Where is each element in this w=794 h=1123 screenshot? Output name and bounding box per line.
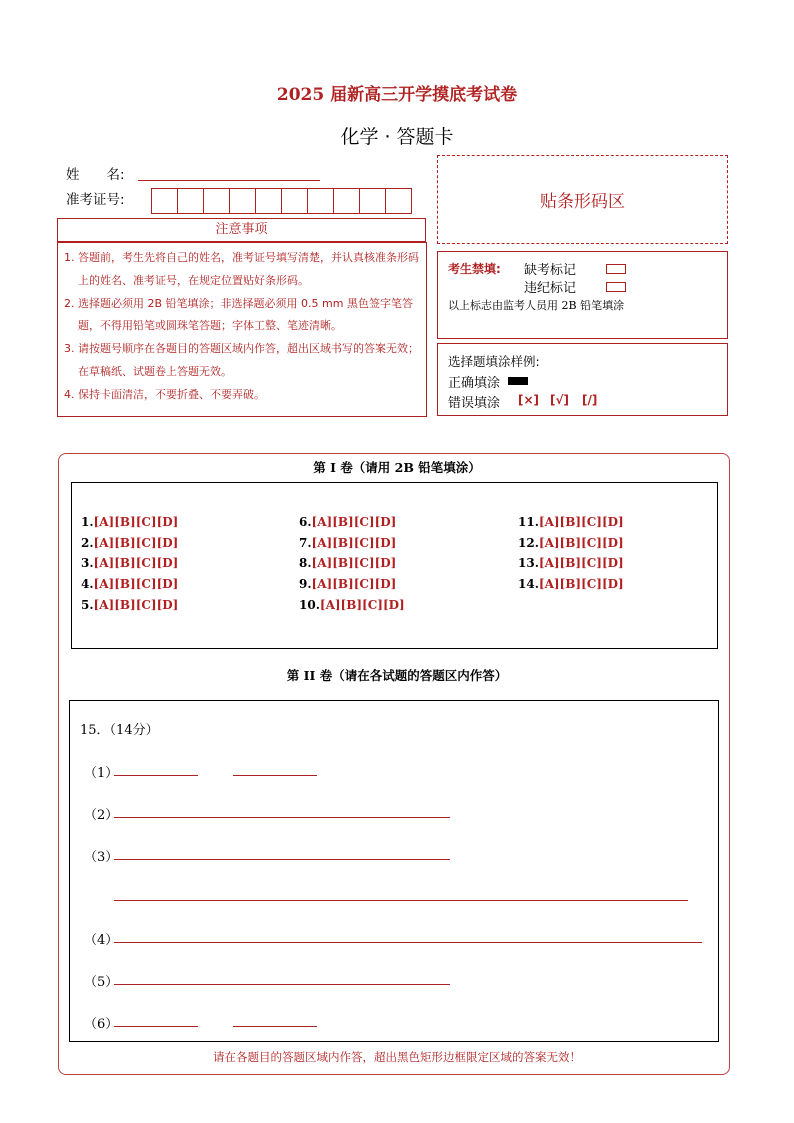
id-digit-box[interactable] — [360, 189, 386, 213]
mc-question-number: 3. — [81, 556, 94, 570]
mc-question[interactable] — [299, 598, 405, 612]
q15-heading: 15．（14分） — [80, 723, 159, 738]
id-digit-box[interactable] — [178, 189, 204, 213]
mc-options[interactable]: [A][B][C][D] — [538, 556, 624, 570]
correct-fill-sample — [508, 377, 528, 385]
mc-question-number: 8. — [299, 556, 312, 570]
mc-question-number: 7. — [299, 536, 312, 550]
id-label: 准考证号: — [66, 192, 125, 208]
mc-question[interactable] — [518, 556, 624, 570]
mc-options[interactable]: [A][B][C][D] — [538, 515, 624, 529]
forbidden-label: 考生禁填: — [448, 262, 501, 276]
mc-question-number: 9. — [299, 577, 312, 591]
part-5-label: （5） — [84, 975, 119, 990]
exam-id-boxes[interactable] — [151, 188, 412, 214]
mc-question[interactable] — [81, 577, 178, 591]
mc-question-number: 2. — [81, 536, 94, 550]
part-2-blank[interactable] — [114, 817, 450, 818]
note-item — [64, 338, 420, 384]
mc-question-number: 12. — [518, 536, 539, 550]
part-1-label: （1） — [84, 766, 119, 781]
part-3-blank-a[interactable] — [114, 859, 450, 860]
absent-mark-box[interactable] — [606, 264, 626, 274]
mc-options[interactable]: [A][B][C][D] — [538, 577, 624, 591]
note-text: 保持卡面清洁，不要折叠、不要弄破。 — [78, 387, 265, 401]
mc-question[interactable] — [518, 536, 624, 550]
footer-warning: 请在各题目的答题区域内作答，超出黑色矩形边框限定区域的答案无效！ — [213, 1050, 581, 1064]
mc-question-number: 4. — [81, 577, 94, 591]
mc-options[interactable]: [A][B][C][D] — [538, 536, 624, 550]
id-digit-box[interactable] — [204, 189, 230, 213]
wrong-mark-check: [√] — [550, 393, 569, 407]
exam-title: 2025 届新高三开学摸底考试卷 — [276, 85, 518, 105]
note-number: 3. — [64, 342, 75, 356]
mc-options[interactable]: [A][B][C][D] — [93, 556, 179, 570]
id-digit-box[interactable] — [256, 189, 282, 213]
mc-question[interactable] — [299, 556, 396, 570]
part-6-label: （6） — [84, 1017, 119, 1032]
note-item — [64, 247, 420, 293]
id-digit-box[interactable] — [230, 189, 256, 213]
violation-mark-label: 违纪标记 — [524, 281, 577, 296]
absent-mark-label: 缺考标记 — [524, 263, 577, 278]
note-text: 请按题号顺序在各题目的答题区域内作答，超出区域书写的答案无效；在草稿纸、试题卷上答题无效。 — [78, 342, 419, 378]
id-digit-box[interactable] — [334, 189, 360, 213]
part-6-blank-a[interactable] — [114, 1026, 198, 1027]
mc-options[interactable]: [A][B][C][D] — [93, 577, 179, 591]
part-2-label: （2） — [84, 808, 119, 823]
part-6-blank-b[interactable] — [233, 1026, 317, 1027]
note-number: 4. — [64, 387, 75, 401]
mc-question[interactable] — [81, 556, 178, 570]
mc-options[interactable]: [A][B][C][D] — [319, 598, 405, 612]
mc-question-number: 1. — [81, 515, 94, 529]
mc-question-number: 13. — [518, 556, 539, 570]
id-digit-box[interactable] — [152, 189, 178, 213]
note-number: 1. — [64, 251, 75, 264]
part-5-blank[interactable] — [114, 984, 450, 985]
answer-card-title: 化学 · 答题卡 — [340, 126, 454, 148]
q15-answer-box — [69, 700, 719, 1042]
id-digit-box[interactable] — [282, 189, 308, 213]
mc-options[interactable]: [A][B][C][D] — [93, 598, 179, 612]
part-3-blank-b[interactable] — [114, 900, 688, 901]
mc-question-number: 5. — [81, 598, 94, 612]
mc-question[interactable] — [299, 536, 396, 550]
part-1-blank-b[interactable] — [233, 775, 317, 776]
notes-box — [57, 242, 427, 417]
barcode-label: 贴条形码区 — [540, 192, 625, 212]
note-item — [64, 293, 420, 339]
section2-title: 第 II 卷（请在各试题的答题区内作答） — [286, 668, 508, 683]
mc-question[interactable] — [299, 577, 396, 591]
mc-options[interactable]: [A][B][C][D] — [311, 536, 397, 550]
violation-mark-box[interactable] — [606, 282, 626, 292]
barcode-area — [437, 155, 728, 244]
part-4-blank[interactable] — [114, 942, 702, 943]
notes-heading: 注意事项 — [57, 218, 426, 242]
name-label: 姓 名: — [66, 167, 125, 183]
mc-options[interactable]: [A][B][C][D] — [311, 577, 397, 591]
fill-sample-panel — [437, 343, 728, 416]
mc-question[interactable] — [518, 577, 624, 591]
fill-sample-title: 选择题填涂样例: — [448, 354, 540, 369]
mc-question-number: 6. — [299, 515, 312, 529]
mc-question[interactable] — [81, 515, 178, 529]
part-3-label: （3） — [84, 850, 119, 865]
mc-options[interactable]: [A][B][C][D] — [93, 536, 179, 550]
wrong-fill-label: 错误填涂 — [448, 396, 501, 411]
wrong-mark-x: [×] — [518, 393, 540, 407]
part-4-label: （4） — [84, 933, 119, 948]
correct-fill-label: 正确填涂 — [448, 376, 501, 391]
mc-question-number: 10. — [299, 598, 320, 612]
mc-options[interactable]: [A][B][C][D] — [93, 515, 179, 529]
mc-question[interactable] — [81, 598, 178, 612]
examiner-marks-panel — [437, 251, 728, 339]
id-digit-box[interactable] — [386, 189, 411, 213]
wrong-mark-slash: [/] — [582, 393, 598, 407]
note-text: 选择题必须用 2B 铅笔填涂；非选择题必须用 0.5 mm 黑色签字笔答题，不得用铅笔或圆珠笔答题；字体工整、笔迹清晰。 — [78, 296, 413, 333]
note-item — [64, 384, 420, 407]
name-field[interactable] — [138, 180, 320, 181]
id-digit-box[interactable] — [308, 189, 334, 213]
forbidden-note: 以上标志由监考人员用 2B 铅笔填涂 — [448, 299, 625, 312]
mc-options[interactable]: [A][B][C][D] — [311, 556, 397, 570]
part-1-blank-a[interactable] — [114, 775, 198, 776]
mc-question[interactable] — [518, 515, 624, 529]
mc-question-number: 11. — [518, 515, 539, 529]
section1-title: 第 I 卷（请用 2B 铅笔填涂） — [313, 460, 481, 475]
note-number: 2. — [64, 296, 75, 310]
mc-question[interactable] — [81, 536, 178, 550]
mc-question[interactable] — [299, 515, 396, 529]
mc-options[interactable]: [A][B][C][D] — [311, 515, 397, 529]
note-text: 答题前，考生先将自己的姓名，准考证号填写清楚，并认真核准条形码上的姓名、准考证号，在规定位置贴好条形码。 — [78, 251, 419, 287]
mc-question-number: 14. — [518, 577, 539, 591]
